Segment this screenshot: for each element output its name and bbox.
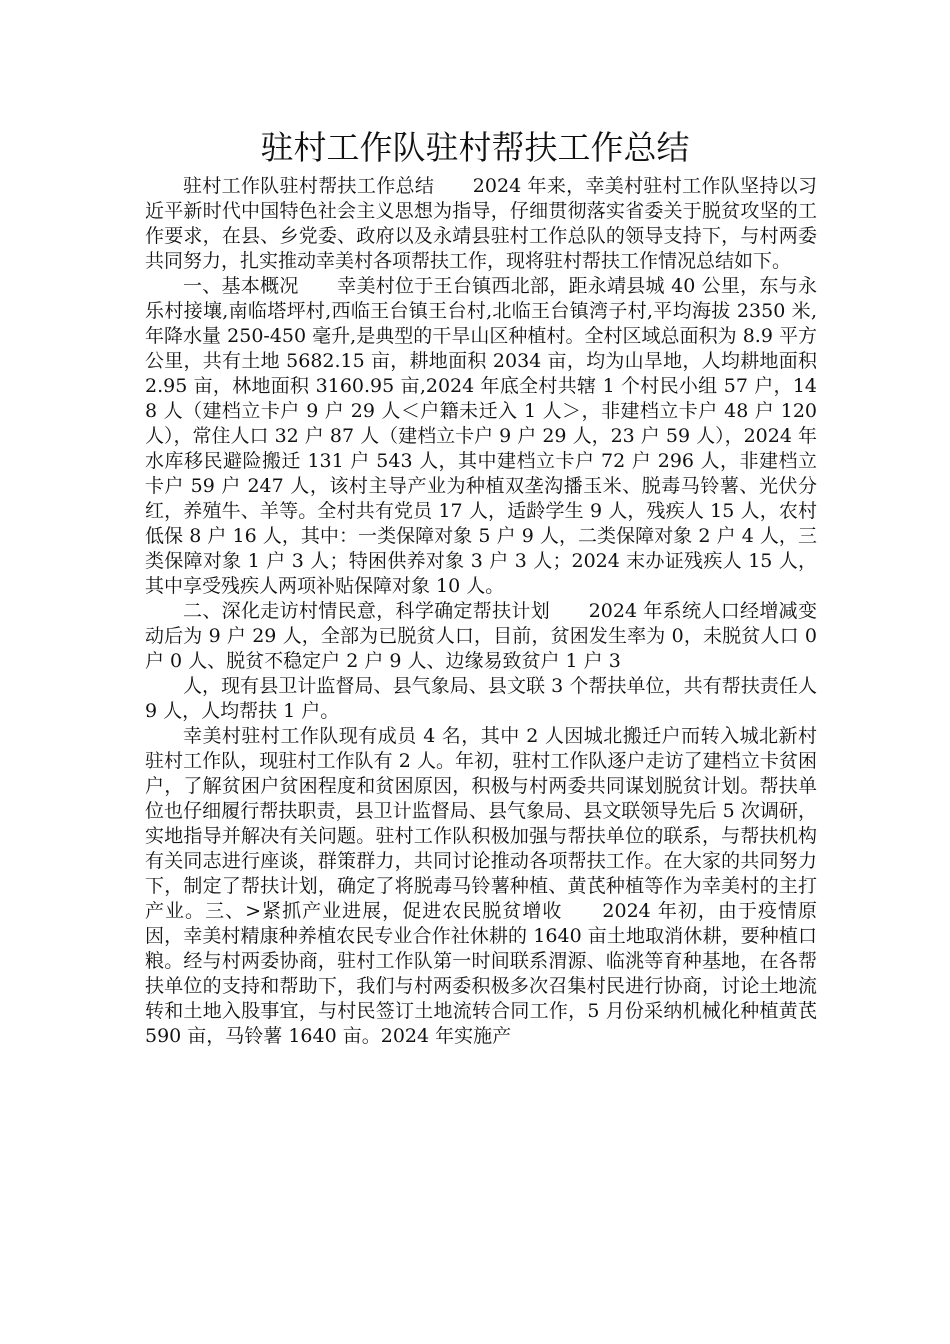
paragraph-basic-overview: 一、基本概况 幸美村位于王台镇西北部，距永靖县城 40 公里，东与永乐村接壤,南临塔坪村,西临王台镇王台村,北临王台镇湾子村,平均海拔 2350 米,年降水量 250-450 毫升,是典型的干旱山区种植村。全村区域总面积为 8.9 平方公里，共有土地 5682.15 亩，耕地面积 2034 亩，均为山旱地，人均耕地面积 2.95 亩，林地面积 3160.95 亩,2024 年底全村共辖 1 个村民小组 57 户，148 人（建档立卡户 9 户 29 人＜户籍未迁入 1 人＞，非建档立卡户 48 户 120 人），常住人口 32 户 87 人（建档立卡户 9 户 29 人，23 户 59 人），2024 年水库移民避险搬迁 131 户 543 人，其中建档立卡户 72 户 296 人，非建档立卡户 59 户 247 人，该村主导产业为种植双垄沟播玉米、脱毒马铃薯、光伏分红，养殖牛、羊等。全村共有党员 17 人，适龄学生 9 人，残疾人 15 人，农村低保 8 户 16 人，其中：一类保障对象 5 户 9 人，二类保障对象 2 户 4 人，三类保障对象 1 户 3 人；特困供养对象 3 户 3 人；2024 末办证残疾人 15 人，其中享受残疾人两项补贴保障对象 10 人。 xyxy=(145,275,817,597)
document-title: 驻村工作队驻村帮扶工作总结 xyxy=(260,128,690,167)
paragraph-visit-plan: 二、深化走访村情民意，科学确定帮扶计划 2024 年系统人口经增减变动后为 9 户 29 人，全部为已脱贫人口，目前，贫困发生率为 0，未脱贫人口 0 户 0 人、脱贫不稳定户 2 户 9 人、边缘易致贫户 1 户 3 xyxy=(145,600,817,672)
paragraph-intro: 驻村工作队驻村帮扶工作总结 2024 年来，幸美村驻村工作队坚持以习近平新时代中国特色社会主义思想为指导，仔细贯彻落实省委关于脱贫攻坚的工作要求，在县、乡党委、政府以及永靖县驻村工作总队的领导支持下，与村两委共同努力，扎实推动幸美村各项帮扶工作，现将驻村帮扶工作情况总结如下。 xyxy=(145,175,817,272)
paragraph-work-team: 幸美村驻村工作队现有成员 4 名，其中 2 人因城北搬迁户而转入城北新村驻村工作队，现驻村工作队有 2 人。年初，驻村工作队逐户走访了建档立卡贫困户，了解贫困户贫困程度和贫困原因，积极与村两委共同谋划脱贫计划。帮扶单位也仔细履行帮扶职责，县卫计监督局、县气象局、县文联领导先后 5 次调研，实地指导并解决有关问题。驻村工作队积极加强与帮扶单位的联系，与帮扶机构有关同志进行座谈，群策群力，共同讨论推动各项帮扶工作。在大家的共同努力下，制定了帮扶计划，确定了将脱毒马铃薯种植、黄芪种植等作为幸美村的主打产业。三、>紧抓产业进展，促进农民脱贫增收 2024 年初，由于疫情原因，幸美村精康种养植农民专业合作社休耕的 1640 亩土地取消休耕，要种植口粮。经与村两委协商，驻村工作队第一时间联系渭源、临洮等育种基地，在各帮扶单位的支持和帮助下，我们与村两委积极多次召集村民进行协商，讨论土地流转和土地入股事宜，与村民签订土地流转合同工作，5 月份采纳机械化种植黄芪 590 亩，马铃薯 1640 亩。2024 年实施产 xyxy=(145,725,817,1047)
document-body xyxy=(145,174,817,1049)
paragraph-visit-plan-continued: 人，现有县卫计监督局、县气象局、县文联 3 个帮扶单位，共有帮扶责任人 9 人，人均帮扶 1 户。 xyxy=(145,675,817,722)
